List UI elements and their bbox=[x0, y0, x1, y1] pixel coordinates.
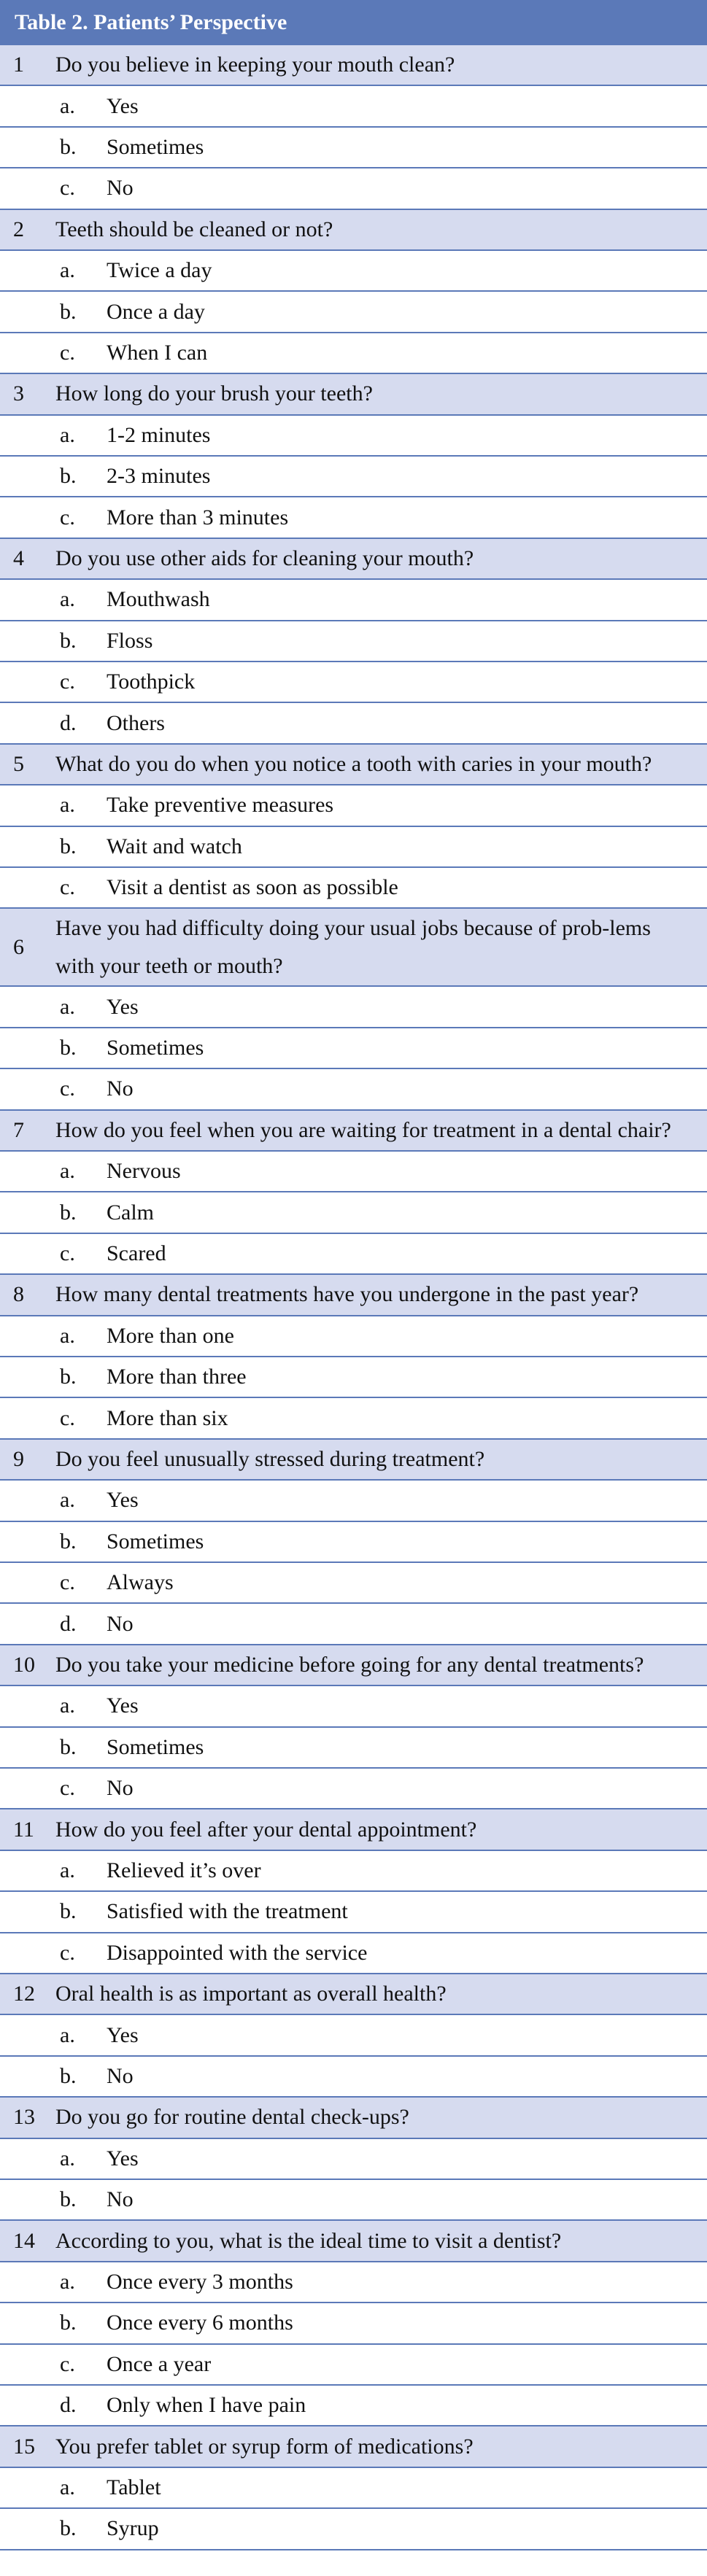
option-row bbox=[0, 1892, 707, 1933]
option-text: Calm bbox=[107, 1200, 154, 1225]
option-letter: a. bbox=[60, 2269, 75, 2294]
option-row bbox=[0, 128, 707, 168]
question-row bbox=[0, 909, 707, 987]
option-letter: c. bbox=[60, 1241, 75, 1265]
question-number: 7 bbox=[13, 1117, 24, 1142]
question-number: 6 bbox=[13, 934, 24, 959]
option-row bbox=[0, 2180, 707, 2221]
option-row bbox=[0, 1522, 707, 1563]
question-row bbox=[0, 2098, 707, 2138]
question-number: 13 bbox=[13, 2105, 35, 2130]
option-row bbox=[0, 785, 707, 826]
option-row bbox=[0, 1933, 707, 1974]
question-row bbox=[0, 2426, 707, 2467]
question-text: Do you take your medicine before going for any dental treatments? bbox=[55, 1652, 644, 1677]
option-letter: a. bbox=[60, 422, 75, 447]
option-text: Others bbox=[107, 710, 165, 735]
option-text: No bbox=[107, 1776, 134, 1801]
option-text: More than six bbox=[107, 1405, 228, 1430]
option-text: Sometimes bbox=[107, 1035, 204, 1060]
option-row bbox=[0, 2468, 707, 2509]
option-row bbox=[0, 292, 707, 333]
option-letter: a. bbox=[60, 2022, 75, 2047]
option-text: More than 3 minutes bbox=[107, 505, 289, 529]
question-row bbox=[0, 1275, 707, 1316]
option-row bbox=[0, 1069, 707, 1110]
option-text: No bbox=[107, 1611, 134, 1636]
question-number: 3 bbox=[13, 381, 24, 406]
option-letter: b. bbox=[60, 1035, 77, 1060]
question-text: Do you feel unusually stressed during treatment? bbox=[55, 1446, 485, 1471]
option-row bbox=[0, 1152, 707, 1192]
option-letter: b. bbox=[60, 1200, 77, 1225]
question-text: Do you go for routine dental check-ups? bbox=[55, 2105, 409, 2130]
option-row bbox=[0, 168, 707, 209]
option-row bbox=[0, 497, 707, 538]
option-row bbox=[0, 2303, 707, 2344]
option-letter: b. bbox=[60, 1529, 77, 1553]
option-row bbox=[0, 2345, 707, 2386]
option-letter: c. bbox=[60, 1405, 75, 1430]
option-row bbox=[0, 2015, 707, 2056]
option-letter: c. bbox=[60, 670, 75, 694]
option-letter: c. bbox=[60, 2351, 75, 2376]
option-row bbox=[0, 987, 707, 1028]
option-text: Yes bbox=[107, 93, 139, 118]
option-row bbox=[0, 868, 707, 909]
option-letter: a. bbox=[60, 1488, 75, 1513]
question-text: Do you believe in keeping your mouth clean? bbox=[55, 53, 455, 77]
option-letter: a. bbox=[60, 994, 75, 1019]
option-letter: b. bbox=[60, 2311, 77, 2335]
question-row bbox=[0, 539, 707, 580]
question-number: 11 bbox=[13, 1817, 34, 1842]
option-row bbox=[0, 827, 707, 868]
question-row bbox=[0, 210, 707, 251]
option-letter: b. bbox=[60, 628, 77, 653]
option-letter: b. bbox=[60, 299, 77, 324]
option-text: Tablet bbox=[107, 2475, 161, 2499]
option-text: Toothpick bbox=[107, 670, 196, 694]
option-text: Floss bbox=[107, 628, 153, 653]
option-text: Syrup bbox=[107, 2516, 159, 2541]
option-text: More than three bbox=[107, 1365, 247, 1389]
question-text: How do you feel after your dental appointment? bbox=[55, 1817, 477, 1842]
question-number: 15 bbox=[13, 2434, 35, 2459]
option-letter: b. bbox=[60, 2063, 77, 2088]
option-text: Take preventive measures bbox=[107, 793, 334, 818]
table-body bbox=[0, 45, 707, 2576]
option-text: When I can bbox=[107, 340, 208, 365]
option-letter: b. bbox=[60, 1899, 77, 1924]
option-text: Only when I have pain bbox=[107, 2393, 306, 2418]
question-text: According to you, what is the ideal time to visit a dentist? bbox=[55, 2228, 562, 2253]
question-row bbox=[0, 1440, 707, 1481]
option-letter: a. bbox=[60, 1858, 75, 1882]
option-text: Sometimes bbox=[107, 134, 204, 159]
option-row bbox=[0, 416, 707, 457]
option-row bbox=[0, 1398, 707, 1439]
question-row bbox=[0, 1645, 707, 1686]
table-title: Table 2. Patients’ Perspective bbox=[0, 0, 707, 45]
option-letter: d. bbox=[60, 2393, 77, 2418]
option-row bbox=[0, 457, 707, 497]
question-number: 1 bbox=[13, 53, 24, 77]
option-text: Yes bbox=[107, 2022, 139, 2047]
option-letter: c. bbox=[60, 1076, 75, 1101]
option-row bbox=[0, 1604, 707, 1645]
option-letter: a. bbox=[60, 258, 75, 283]
option-letter: c. bbox=[60, 1776, 75, 1801]
option-letter: b. bbox=[60, 464, 77, 489]
option-text: Yes bbox=[107, 994, 139, 1019]
question-text: Have you had difficulty doing your usual jobs because of prob-lems with your teeth or mouth? bbox=[55, 915, 651, 978]
option-letter: c. bbox=[60, 340, 75, 365]
option-row bbox=[0, 333, 707, 374]
option-text: Twice a day bbox=[107, 258, 212, 283]
option-text: Visit a dentist as soon as possible bbox=[107, 875, 398, 900]
option-row bbox=[0, 1316, 707, 1357]
option-text: Once a day bbox=[107, 299, 205, 324]
option-row bbox=[0, 703, 707, 744]
option-letter: a. bbox=[60, 1323, 75, 1348]
option-row bbox=[0, 1563, 707, 1604]
option-text: Once every 6 months bbox=[107, 2311, 293, 2335]
option-text: More than one bbox=[107, 1323, 234, 1348]
option-text: Mouthwash bbox=[107, 587, 210, 612]
option-text: 2-3 minutes bbox=[107, 464, 211, 489]
option-text: Yes bbox=[107, 1488, 139, 1513]
option-row bbox=[0, 251, 707, 292]
question-row bbox=[0, 1111, 707, 1152]
question-row bbox=[0, 374, 707, 415]
option-row bbox=[0, 1234, 707, 1275]
option-text: Scared bbox=[107, 1241, 166, 1265]
option-letter: a. bbox=[60, 2146, 75, 2170]
option-letter: c. bbox=[60, 1940, 75, 1965]
option-letter: c. bbox=[60, 1570, 75, 1595]
question-row bbox=[0, 745, 707, 785]
question-number: 2 bbox=[13, 217, 24, 241]
question-text: Do you use other aids for cleaning your mouth? bbox=[55, 546, 474, 570]
option-letter: b. bbox=[60, 1365, 77, 1389]
option-row bbox=[0, 1686, 707, 1727]
question-number: 5 bbox=[13, 751, 24, 776]
option-text: Relieved it’s over bbox=[107, 1858, 261, 1882]
option-letter: c. bbox=[60, 176, 75, 201]
option-text: Once every 3 months bbox=[107, 2269, 293, 2294]
option-letter: b. bbox=[60, 2516, 77, 2541]
option-row bbox=[0, 1851, 707, 1892]
option-row bbox=[0, 2386, 707, 2426]
question-text: Oral health is as important as overall health? bbox=[55, 1982, 447, 2006]
option-letter: a. bbox=[60, 793, 75, 818]
option-letter: a. bbox=[60, 2475, 75, 2499]
option-text: No bbox=[107, 176, 134, 201]
option-text: Yes bbox=[107, 2146, 139, 2170]
option-text: Wait and watch bbox=[107, 834, 242, 858]
option-row bbox=[0, 1481, 707, 1521]
option-letter: a. bbox=[60, 93, 75, 118]
option-text: Disappointed with the service bbox=[107, 1940, 368, 1965]
option-letter: b. bbox=[60, 834, 77, 858]
question-row bbox=[0, 1974, 707, 2015]
option-row bbox=[0, 1192, 707, 1233]
option-row bbox=[0, 2262, 707, 2303]
option-text: Sometimes bbox=[107, 1529, 204, 1553]
option-text: 1-2 minutes bbox=[107, 422, 211, 447]
question-row bbox=[0, 2221, 707, 2262]
option-letter: d. bbox=[60, 1611, 77, 1636]
question-text: What do you do when you notice a tooth with caries in your mouth? bbox=[55, 751, 652, 776]
question-text: How do you feel when you are waiting for treatment in a dental chair? bbox=[55, 1117, 671, 1142]
question-number: 4 bbox=[13, 546, 24, 570]
option-letter: d. bbox=[60, 710, 77, 735]
option-letter: b. bbox=[60, 134, 77, 159]
option-text: No bbox=[107, 2063, 134, 2088]
question-text: How long do your brush your teeth? bbox=[55, 381, 373, 406]
option-row bbox=[0, 662, 707, 703]
option-text: Once a year bbox=[107, 2351, 212, 2376]
question-number: 9 bbox=[13, 1446, 24, 1471]
question-text: Teeth should be cleaned or not? bbox=[55, 217, 333, 241]
question-number: 10 bbox=[13, 1652, 35, 1677]
option-row bbox=[0, 621, 707, 662]
option-row bbox=[0, 1728, 707, 1769]
option-letter: a. bbox=[60, 1694, 75, 1718]
question-number: 14 bbox=[13, 2228, 35, 2253]
option-row bbox=[0, 2057, 707, 2098]
option-text: Nervous bbox=[107, 1159, 181, 1184]
option-letter: c. bbox=[60, 505, 75, 529]
option-row bbox=[0, 1769, 707, 1809]
option-row bbox=[0, 580, 707, 621]
option-letter: b. bbox=[60, 1734, 77, 1759]
option-row bbox=[0, 2509, 707, 2550]
option-letter: b. bbox=[60, 2187, 77, 2212]
option-text: No bbox=[107, 1076, 134, 1101]
question-text: You prefer tablet or syrup form of medications? bbox=[55, 2434, 474, 2459]
option-text: Always bbox=[107, 1570, 174, 1595]
question-number: 8 bbox=[13, 1282, 24, 1307]
question-row bbox=[0, 45, 707, 86]
option-text: Sometimes bbox=[107, 1734, 204, 1759]
option-text: No bbox=[107, 2187, 134, 2212]
question-number: 12 bbox=[13, 1982, 35, 2006]
option-letter: a. bbox=[60, 1159, 75, 1184]
option-letter: a. bbox=[60, 587, 75, 612]
question-row bbox=[0, 1809, 707, 1850]
option-row bbox=[0, 86, 707, 127]
option-text: Yes bbox=[107, 1694, 139, 1718]
question-text: How many dental treatments have you undergone in the past year? bbox=[55, 1282, 639, 1307]
option-letter: c. bbox=[60, 875, 75, 900]
option-row bbox=[0, 1028, 707, 1069]
option-row bbox=[0, 1357, 707, 1398]
option-row bbox=[0, 2139, 707, 2180]
option-text: Satisfied with the treatment bbox=[107, 1899, 348, 1924]
